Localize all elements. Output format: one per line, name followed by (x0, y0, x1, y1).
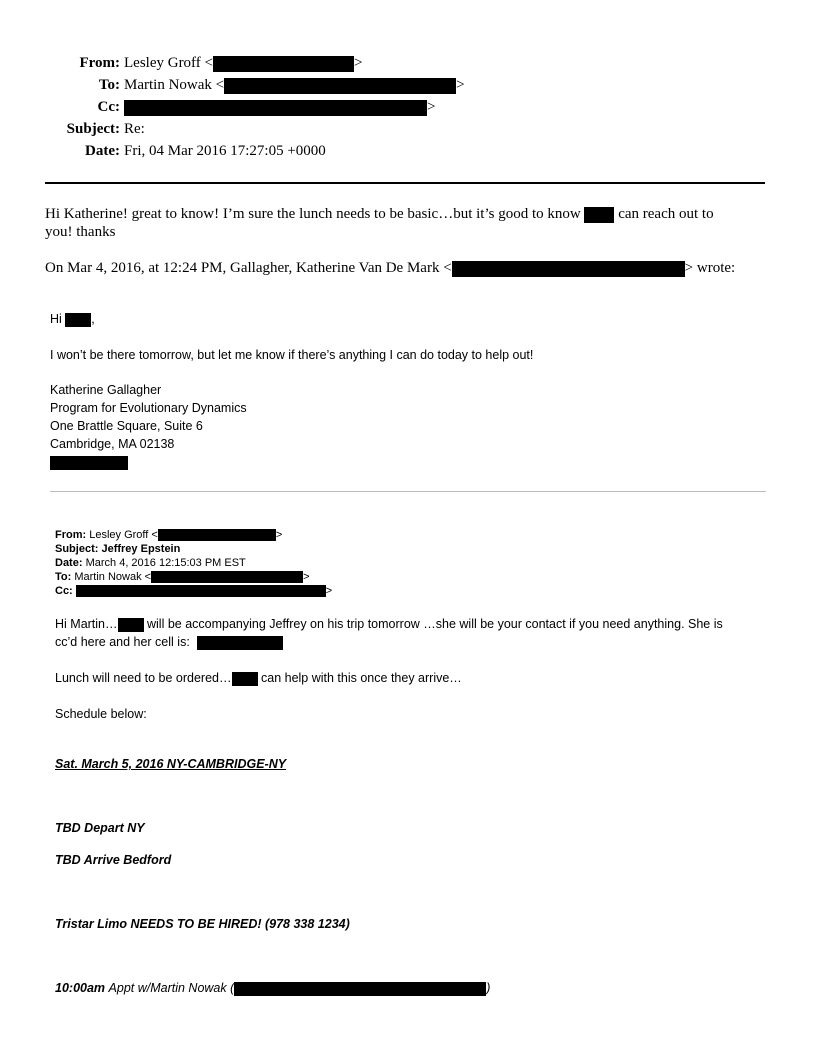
fwd-date-row (55, 556, 246, 570)
redaction-box (158, 529, 276, 541)
fwd-subject-value: Jeffrey Epstein (101, 543, 181, 555)
fwd-date-value: March 4, 2016 12:15:03 PM EST (85, 557, 246, 569)
fwd-cc-row (55, 584, 332, 598)
greeting-text: , (91, 312, 95, 326)
header-subject-row (0, 120, 145, 138)
date-label: Date: (85, 143, 120, 159)
fwd-from-row (55, 528, 282, 542)
bracket: > (303, 571, 310, 583)
redaction-box (224, 78, 456, 94)
lesley-text: cc’d here and her cell is: (55, 635, 190, 649)
reply-text: can reach out to (618, 206, 714, 222)
fwd-to-label: To: (55, 571, 72, 583)
header-divider (45, 182, 765, 184)
wrote-text: On Mar 4, 2016, at 12:24 PM, Gallagher, Katherine Van De Mark < (45, 260, 452, 276)
redaction-box (50, 456, 128, 470)
redaction-box (452, 261, 685, 277)
appt-text: Appt w/Martin Nowak ( (108, 981, 235, 995)
from-label: From: (79, 55, 120, 71)
lesley-text: Lunch will need to be ordered… (55, 671, 232, 685)
fwd-from-label: From: (55, 529, 87, 541)
header-to-row (0, 76, 465, 94)
redaction-box (584, 207, 614, 223)
redaction-box (65, 313, 91, 327)
schedule-depart: TBD Depart NY (55, 821, 145, 835)
wrote-text: > wrote: (684, 260, 736, 276)
redaction-box (124, 100, 427, 116)
fwd-to-row (55, 570, 310, 584)
lesley-p2 (55, 669, 462, 687)
redaction-box (213, 56, 354, 72)
reply-text: Hi Katherine! great to know! I’m sure the lunch needs to be basic…but it’s good to know (45, 206, 581, 222)
bracket: > (325, 585, 333, 597)
lesley-text: will be accompanying Jeffrey on his trip tomorrow …she will be your contact if you need anything. She is (147, 617, 723, 631)
redaction-box (118, 618, 144, 632)
cc-label: Cc: (97, 99, 120, 115)
schedule-title: Sat. March 5, 2016 NY-CAMBRIDGE-NY (55, 757, 287, 771)
lesley-text: Hi Martin… (55, 617, 118, 631)
from-value: Lesley Groff < (124, 55, 213, 71)
wrote-line (45, 259, 735, 277)
appt-close: ) (486, 981, 491, 995)
header-from-row (0, 54, 362, 72)
to-value: Martin Nowak < (124, 77, 225, 93)
redaction-box (232, 672, 258, 686)
redaction-box (76, 585, 326, 597)
redaction-box (197, 636, 283, 650)
signature-org: Program for Evolutionary Dynamics (50, 401, 247, 415)
lesley-p1-line2 (55, 633, 283, 651)
date-value: Fri, 04 Mar 2016 17:27:05 +0000 (124, 143, 326, 159)
bracket: > (354, 55, 363, 71)
signature-address-1: One Brattle Square, Suite 6 (50, 419, 203, 433)
schedule-appointment (55, 979, 490, 997)
header-cc-row (0, 98, 435, 116)
reply-line-2: you! thanks (45, 224, 116, 240)
katherine-body: I won’t be there tomorrow, but let me know if there’s anything I can do today to help out! (50, 348, 534, 362)
schedule-limo: Tristar Limo NEEDS TO BE HIRED! (978 338 1234) (55, 917, 350, 931)
bracket: > (275, 529, 283, 541)
fwd-to-value: Martin Nowak < (74, 571, 152, 583)
bracket: > (456, 77, 465, 93)
fwd-subject-row (55, 542, 180, 556)
fwd-cc-label: Cc: (55, 585, 73, 597)
lesley-p3: Schedule below: (55, 707, 147, 721)
fwd-date-label: Date: (55, 557, 83, 569)
fwd-from-value: Lesley Groff < (89, 529, 158, 541)
bracket: > (427, 99, 436, 115)
subject-value: Re: (124, 121, 145, 137)
reply-line-1 (45, 205, 714, 223)
to-label: To: (98, 77, 120, 93)
katherine-greeting (50, 310, 95, 328)
lesley-p1-line1 (55, 615, 723, 633)
appt-time: 10:00am (55, 981, 106, 995)
signature-name: Katherine Gallagher (50, 383, 162, 397)
redaction-box (234, 982, 486, 996)
lesley-text: can help with this once they arrive… (261, 671, 462, 685)
header-date-row (0, 142, 326, 160)
fwd-subject-label: Subject: (55, 543, 99, 555)
schedule-arrive: TBD Arrive Bedford (55, 853, 172, 867)
signature-address-2: Cambridge, MA 02138 (50, 437, 175, 451)
redaction-box (151, 571, 303, 583)
greeting-text: Hi (50, 312, 62, 326)
message-divider (50, 491, 766, 492)
subject-label: Subject: (66, 121, 120, 137)
